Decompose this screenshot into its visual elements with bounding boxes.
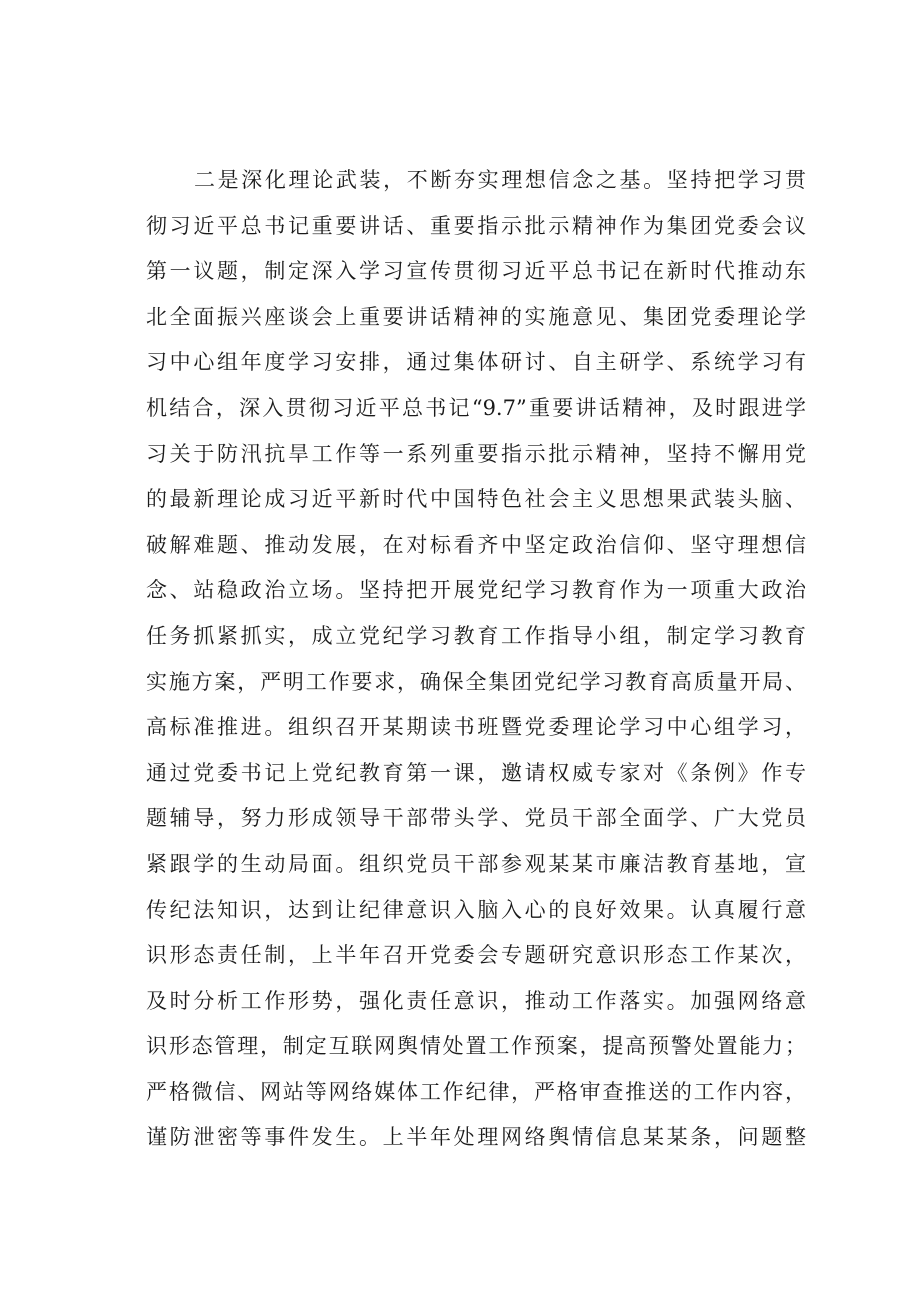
paragraph-line: 第一议题，制定深入学习宣传贯彻习近平总书记在新时代推动东 xyxy=(146,259,806,284)
paragraph-line: 的最新理论成习近平新时代中国特色社会主义思想果武装头脑、 xyxy=(146,487,806,512)
body-paragraph xyxy=(146,158,806,1161)
paragraph-line: 念、站稳政治立场。坚持把开展党纪学习教育作为一项重大政治 xyxy=(146,578,806,603)
paragraph-line: 严格微信、网站等网络媒体工作纪律，严格审查推送的工作内容， xyxy=(146,1079,806,1104)
paragraph-line: 识形态管理，制定互联网舆情处置工作预案，提高预警处置能力； xyxy=(146,1034,806,1059)
paragraph-line: 习关于防汛抗旱工作等一系列重要指示批示精神，坚持不懈用党 xyxy=(146,441,806,466)
paragraph-line: 识形态责任制，上半年召开党委会专题研究意识形态工作某次， xyxy=(146,943,806,968)
paragraph-line: 习中心组年度学习安排，通过集体研讨、自主研学、系统学习有 xyxy=(146,350,806,375)
paragraph-line: 及时分析工作形势，强化责任意识，推动工作落实。加强网络意 xyxy=(146,988,806,1013)
paragraph-line: 谨防泄密等事件发生。上半年处理网络舆情信息某某条，问题整 xyxy=(146,1125,806,1150)
paragraph-line: 题辅导，努力形成领导干部带头学、党员干部全面学、广大党员 xyxy=(146,806,806,831)
paragraph-line: 机结合，深入贯彻习近平总书记“9.7”重要讲话精神，及时跟进学 xyxy=(146,395,806,420)
paragraph-line: 通过党委书记上党纪教育第一课，邀请权威专家对《条例》作专 xyxy=(146,760,806,785)
paragraph-line: 紧跟学的生动局面。组织党员干部参观某某市廉洁教育基地，宣 xyxy=(146,851,806,876)
paragraph-line: 实施方案，严明工作要求，确保全集团党纪学习教育高质量开局、 xyxy=(146,669,806,694)
paragraph-line: 破解难题、推动发展，在对标看齐中坚定政治信仰、坚守理想信 xyxy=(146,532,806,557)
paragraph-line: 高标准推进。组织召开某期读书班暨党委理论学习中心组学习， xyxy=(146,715,806,740)
paragraph-line: 传纪法知识，达到让纪律意识入脑入心的良好效果。认真履行意 xyxy=(146,897,806,922)
paragraph-line: 彻习近平总书记重要讲话、重要指示批示精神作为集团党委会议 xyxy=(146,213,806,238)
paragraph-line: 北全面振兴座谈会上重要讲话精神的实施意见、集团党委理论学 xyxy=(146,304,806,329)
paragraph-line: 任务抓紧抓实，成立党纪学习教育工作指导小组，制定学习教育 xyxy=(146,623,806,648)
paragraph-line: 二是深化理论武装，不断夯实理想信念之基。坚持把学习贯 xyxy=(194,168,806,192)
